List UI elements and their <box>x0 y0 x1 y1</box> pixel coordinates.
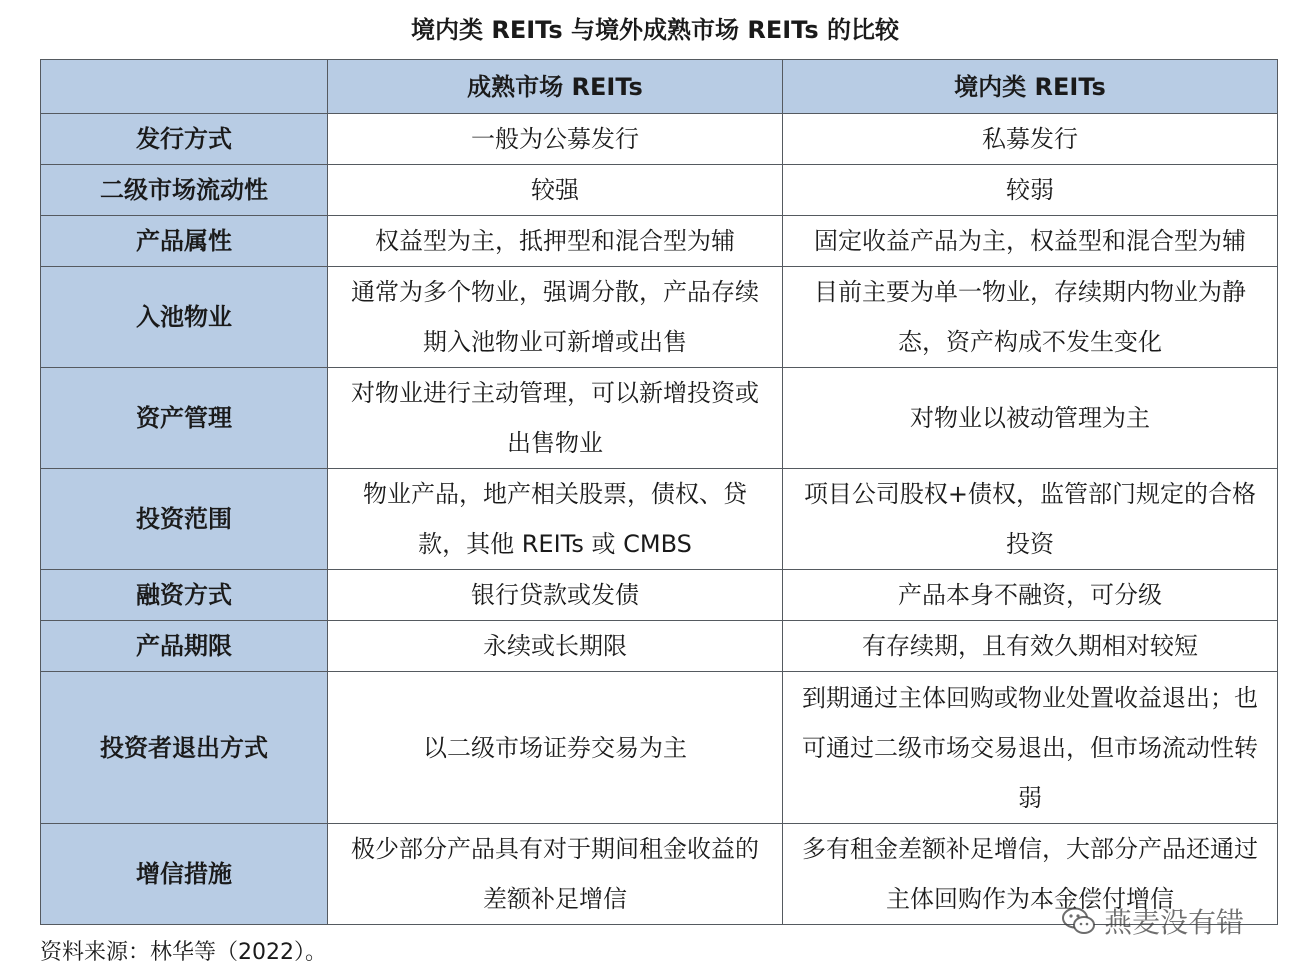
row-label: 产品期限 <box>41 621 328 672</box>
mature-cell: 一般为公募发行 <box>328 114 783 165</box>
mature-cell: 通常为多个物业，强调分散，产品存续期入池物业可新增或出售 <box>328 267 783 368</box>
domestic-cell: 私募发行 <box>783 114 1278 165</box>
domestic-cell: 目前主要为单一物业，存续期内物业为静态，资产构成不发生变化 <box>783 267 1278 368</box>
row-label: 融资方式 <box>41 570 328 621</box>
table-row <box>41 469 1278 570</box>
mature-cell: 极少部分产品具有对于期间租金收益的差额补足增信 <box>328 824 783 925</box>
row-label: 发行方式 <box>41 114 328 165</box>
domestic-cell: 到期通过主体回购或物业处置收益退出；也可通过二级市场交易退出，但市场流动性转弱 <box>783 672 1278 824</box>
table-row <box>41 570 1278 621</box>
watermark <box>1062 896 1244 946</box>
table-row <box>41 114 1278 165</box>
table-row <box>41 368 1278 469</box>
header-mature-market: 成熟市场 REITs <box>328 60 783 114</box>
wechat-icon <box>1062 907 1096 935</box>
source-note: 资料来源：林华等（2022）。 <box>40 940 327 965</box>
header-empty-cell <box>41 60 328 114</box>
row-label: 产品属性 <box>41 216 328 267</box>
domestic-cell: 有存续期，且有效久期相对较短 <box>783 621 1278 672</box>
row-label: 投资范围 <box>41 469 328 570</box>
domestic-cell: 多有租金差额补足增信，大部分产品还通过主体回购作为本金偿付增信 <box>783 824 1278 925</box>
mature-cell: 权益型为主，抵押型和混合型为辅 <box>328 216 783 267</box>
comparison-table <box>40 59 1278 925</box>
domestic-cell: 对物业以被动管理为主 <box>783 368 1278 469</box>
mature-cell: 永续或长期限 <box>328 621 783 672</box>
table-title: 境内类 REITs 与境外成熟市场 REITs 的比较 <box>411 16 899 44</box>
row-label: 资产管理 <box>41 368 328 469</box>
row-label: 入池物业 <box>41 267 328 368</box>
row-label: 增信措施 <box>41 824 328 925</box>
mature-cell: 以二级市场证券交易为主 <box>328 672 783 824</box>
table-row <box>41 165 1278 216</box>
row-label: 二级市场流动性 <box>41 165 328 216</box>
mature-cell: 较强 <box>328 165 783 216</box>
domestic-cell: 项目公司股权+债权，监管部门规定的合格投资 <box>783 469 1278 570</box>
domestic-cell: 产品本身不融资，可分级 <box>783 570 1278 621</box>
header-domestic: 境内类 REITs <box>783 60 1278 114</box>
mature-cell: 物业产品，地产相关股票，债权、贷款，其他 REITs 或 CMBS <box>328 469 783 570</box>
mature-cell: 对物业进行主动管理，可以新增投资或出售物业 <box>328 368 783 469</box>
watermark-text: 燕麦没有错 <box>1104 906 1245 939</box>
table-row <box>41 621 1278 672</box>
domestic-cell: 较弱 <box>783 165 1278 216</box>
row-label: 投资者退出方式 <box>41 672 328 824</box>
table-header-row <box>41 60 1278 114</box>
table-row <box>41 267 1278 368</box>
domestic-cell: 固定收益产品为主，权益型和混合型为辅 <box>783 216 1278 267</box>
mature-cell: 银行贷款或发债 <box>328 570 783 621</box>
table-row <box>41 216 1278 267</box>
table-row <box>41 672 1278 824</box>
